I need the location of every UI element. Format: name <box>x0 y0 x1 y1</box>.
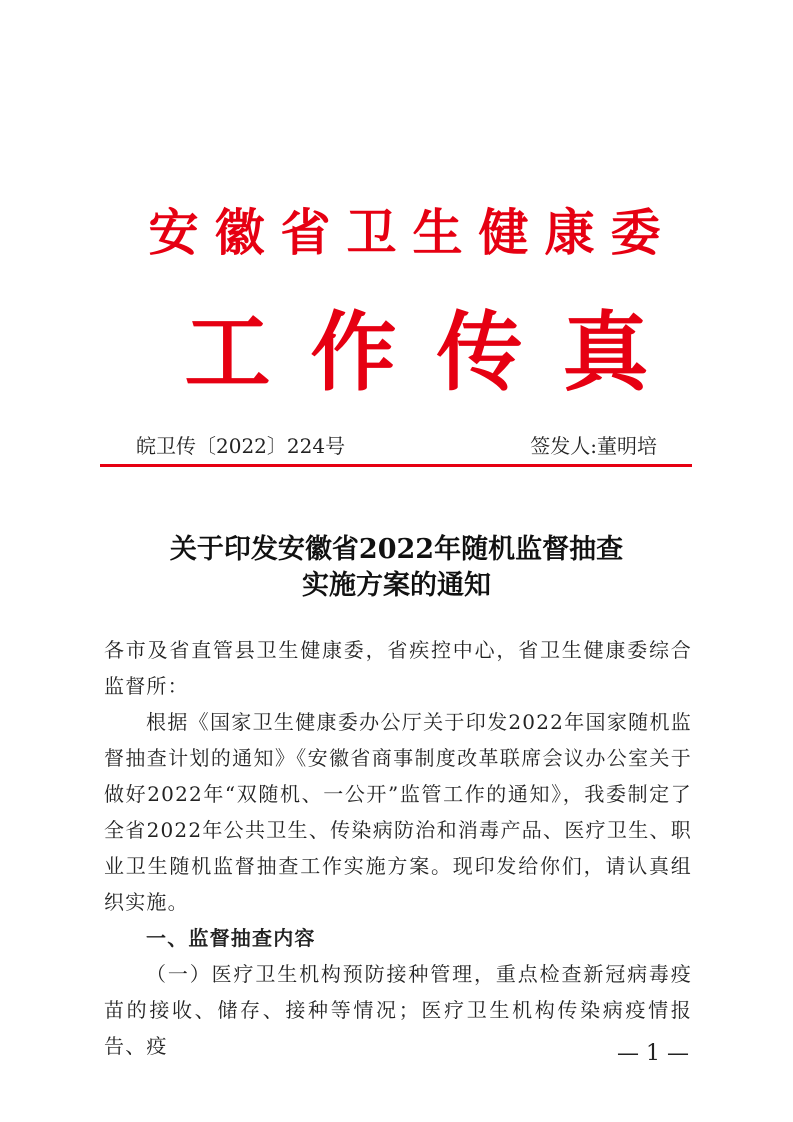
addressee: 各市及省直管县卫生健康委，省疾控中心，省卫生健康委综合监督所： <box>104 638 692 698</box>
document-number: 皖卫传〔2022〕224号 <box>136 434 346 458</box>
document-type-heading: 工作传真 <box>184 302 689 403</box>
notice-title-line-1: 关于印发安徽省2022年随机监督抽查 <box>169 534 624 565</box>
section-heading-1: 一、监督抽查内容 <box>146 926 316 950</box>
notice-title-line-2: 实施方案的通知 <box>302 570 491 601</box>
issuing-organization: 安徽省卫生健康委 <box>148 203 677 262</box>
notice-body <box>104 632 692 1064</box>
body-paragraph-2: （一）医疗卫生机构预防接种管理，重点检查新冠病毒疫苗的接收、储存、接种等情况；医疗卫生机构传染病疫情报告、疫 <box>104 962 692 1058</box>
page-number: — 1 — <box>617 1041 689 1066</box>
body-paragraph-1: 根据《国家卫生健康委办公厅关于印发2022年国家随机监督抽查计划的通知》《安徽省商事制度改革联席会议办公室关于做好2022年“双随机、一公开”监管工作的通知》，我委制定了全省2022年公共卫生、传染病防治和消毒产品、医疗卫生、职业卫生随机监督抽查工作实施方案。现印发给你们，请认真组织实施。 <box>104 710 692 914</box>
signer: 签发人:董明培 <box>530 434 657 458</box>
red-divider-line <box>100 464 692 467</box>
